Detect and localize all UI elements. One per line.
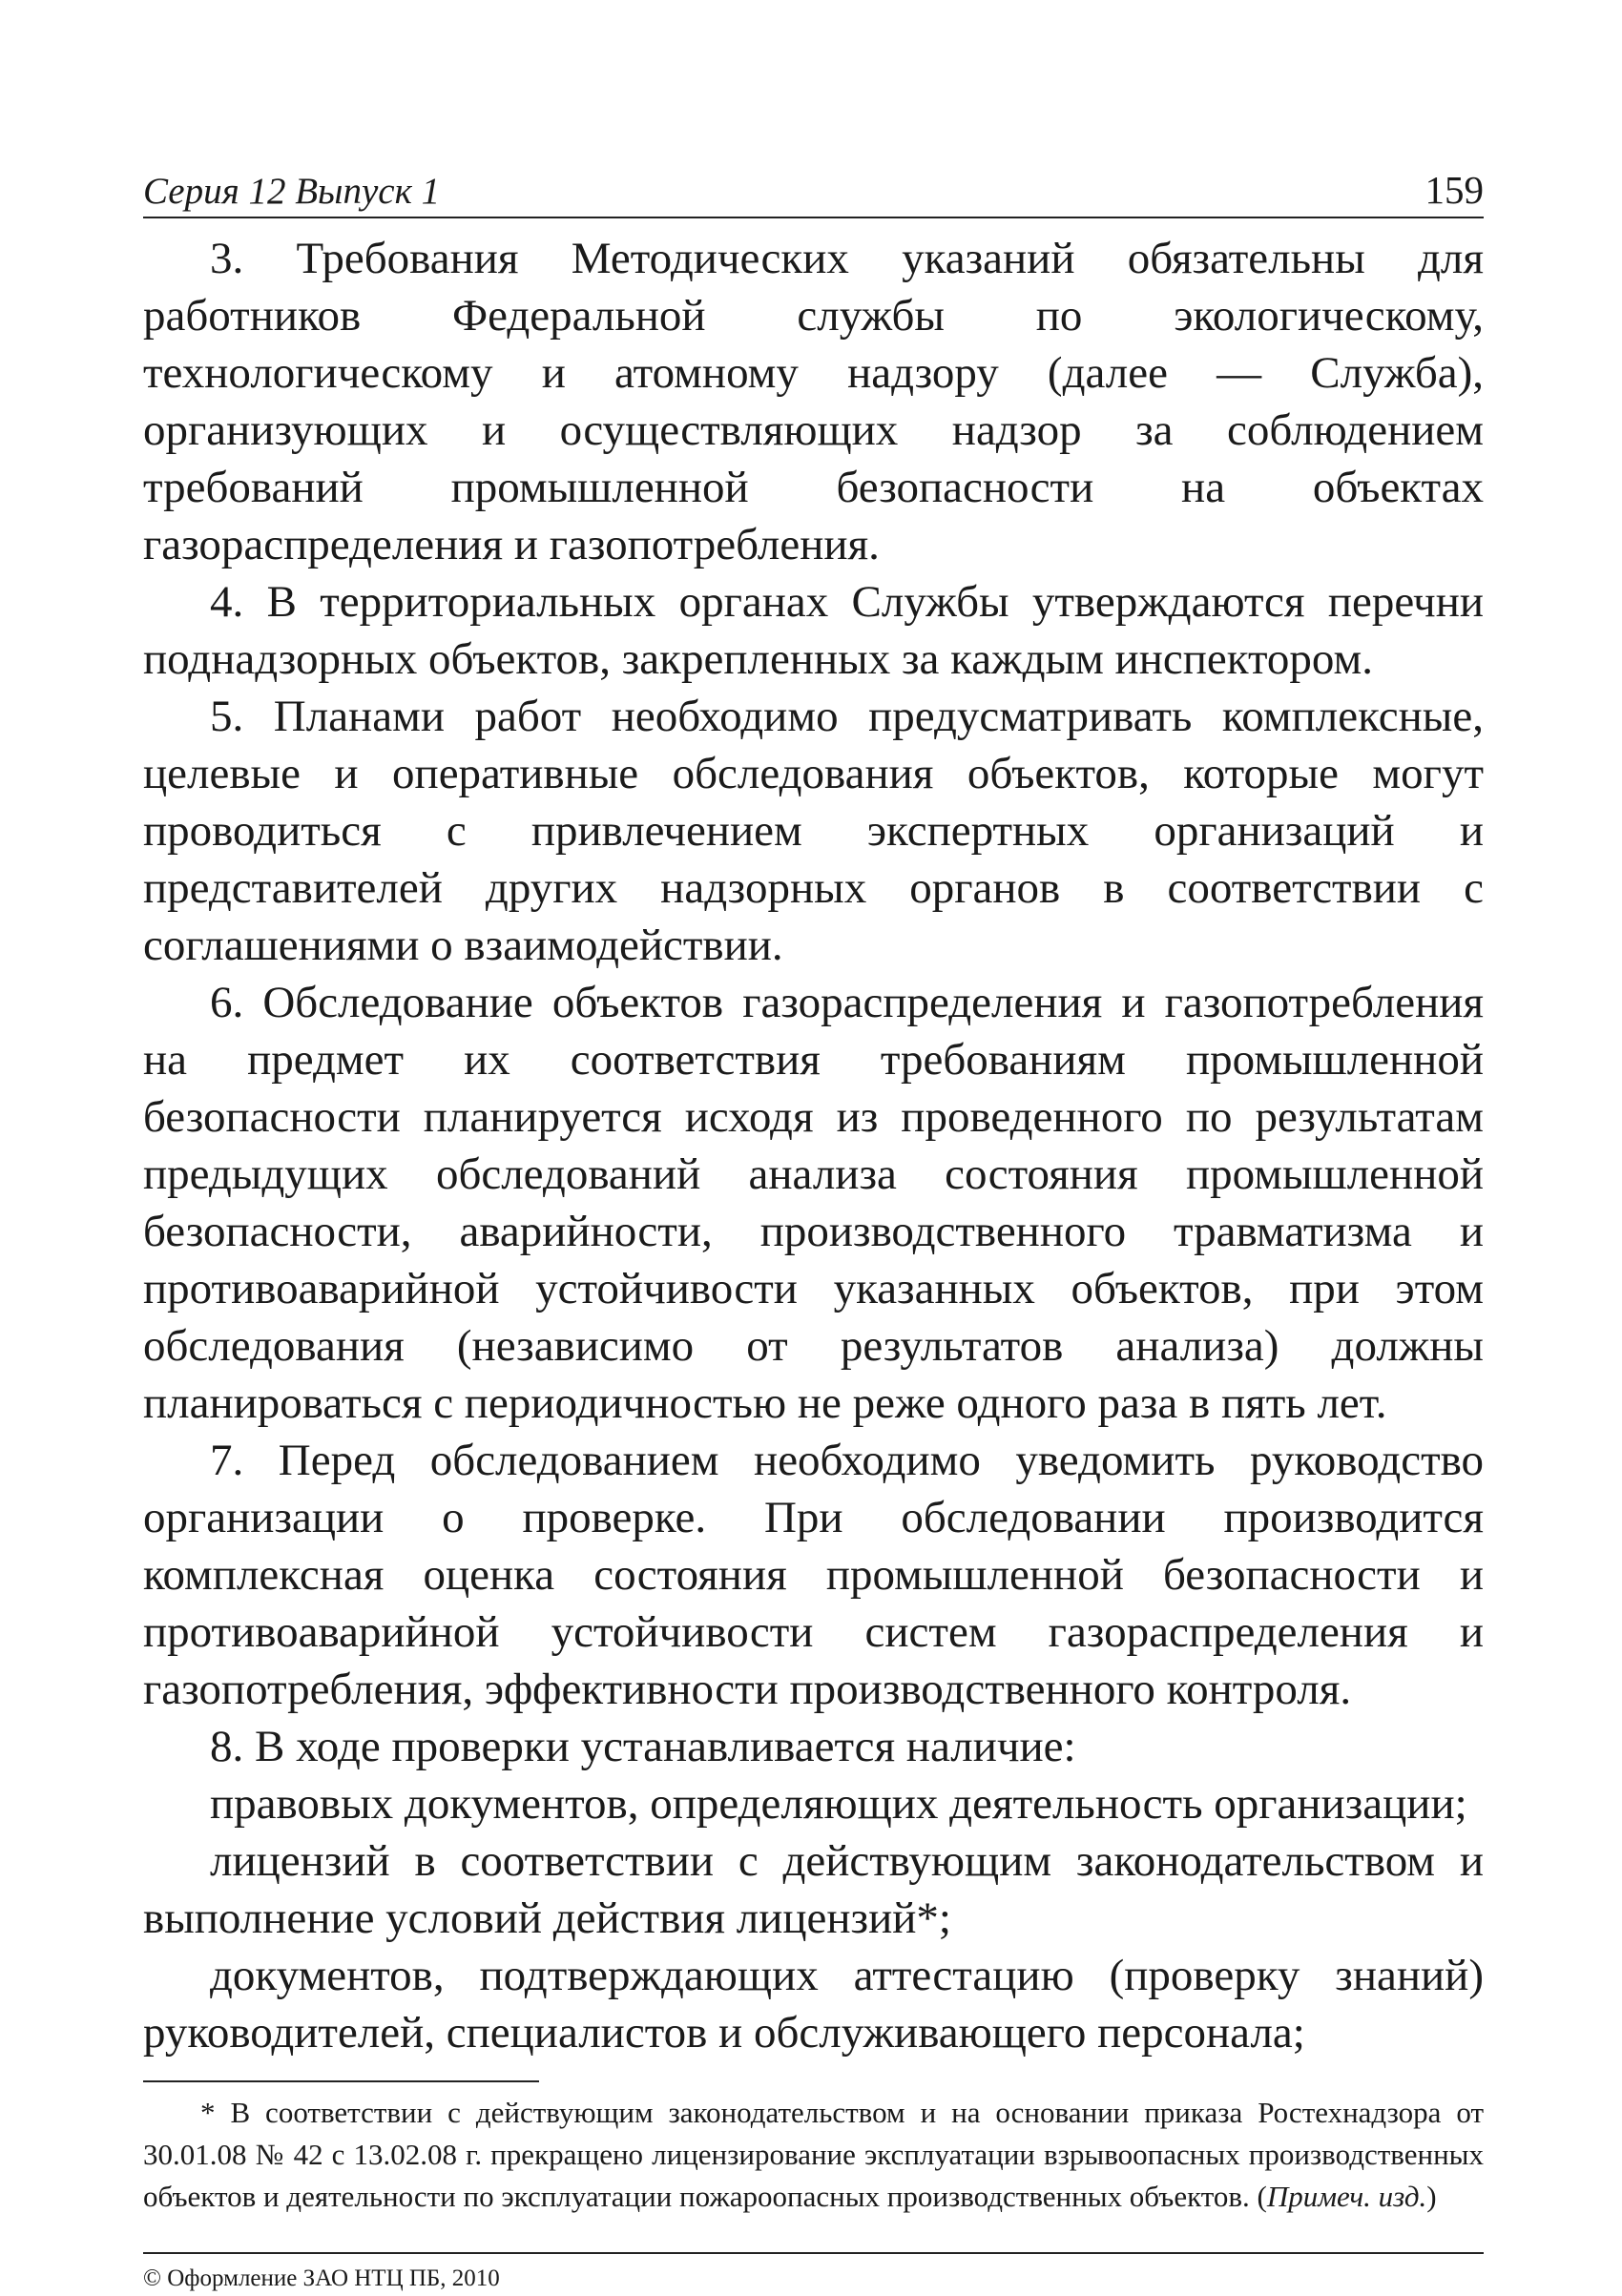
page-number: 159 <box>1424 168 1484 212</box>
list-item: лицензий в соответствии с действующим законодательством и выполнение условий действия лицензий*; <box>143 1836 1484 1943</box>
series-title: Серия 12 Выпуск 1 <box>143 171 441 212</box>
paragraph-3: 3. Требования Методических указаний обязательны для работников Федеральной службы по экологическому, технологическому и атомному надзору (далее — Служба), организующих и осуществляющих надзор за соблюдением требований промышленной безопасности на объектах газораспределения и газопотребления. <box>143 234 1484 569</box>
paragraph-6: 6. Обследование объектов газораспределения и газопотребления на предмет их соответствия требованиям промышленной безопасности планируется исходя из проведенного по результатам предыдущих обследований анализа состояния промышленной безопасности, аварийности, производственного травматизма и противоаварийной устойчивости указанных объектов, при этом обследования (независимо от результатов анализа) должны планироваться с периодичностью не реже одного раза в пять лет. <box>143 978 1484 1428</box>
footnote <box>143 2092 1484 2218</box>
footnote-divider <box>143 2080 539 2082</box>
paragraph-8: 8. В ходе проверки устанавливается наличие: <box>210 1722 1076 1771</box>
list-item: документов, подтверждающих аттестацию (проверку знаний) руководителей, специалистов и обслуживающего персонала; <box>143 1951 1484 2058</box>
paragraph-4: 4. В территориальных органах Службы утверждаются перечни поднадзорных объектов, закрепленных за каждым инспектором. <box>143 577 1484 684</box>
footnote-note: Примеч. изд. <box>1266 2180 1427 2213</box>
footnote-close: ) <box>1426 2180 1437 2213</box>
paragraph-7: 7. Перед обследованием необходимо уведомить руководство организации о проверке. При обследовании производится комплексная оценка состояния промышленной безопасности и противоаварийной устойчивости систем газораспределения и газопотребления, эффективности производственного контроля. <box>143 1436 1484 1714</box>
paragraph-5: 5. Планами работ необходимо предусматривать комплексные, целевые и оперативные обследования объектов, которые могут проводиться с привлечением экспертных организаций и представителей других надзорных органов в соответствии с соглашениями о взаимодействии. <box>143 692 1484 970</box>
list-item: правовых документов, определяющих деятельность организации; <box>210 1779 1467 1829</box>
footnote-text: * В соответствии с действующим законодательством и на основании приказа Ростехнадзора от 30.01.08 № 42 с 13.02.08 г. прекращено лицензирование эксплуатации взрывоопасных производственных объектов и деятельности по эксплуатации пожароопасных производственных объектов. ( <box>143 2096 1484 2213</box>
body-text <box>143 230 1484 2061</box>
copyright: © Оформление ЗАО НТЦ ПБ, 2010 <box>143 2265 500 2291</box>
running-header <box>143 157 1484 218</box>
document-page <box>143 157 1484 2296</box>
